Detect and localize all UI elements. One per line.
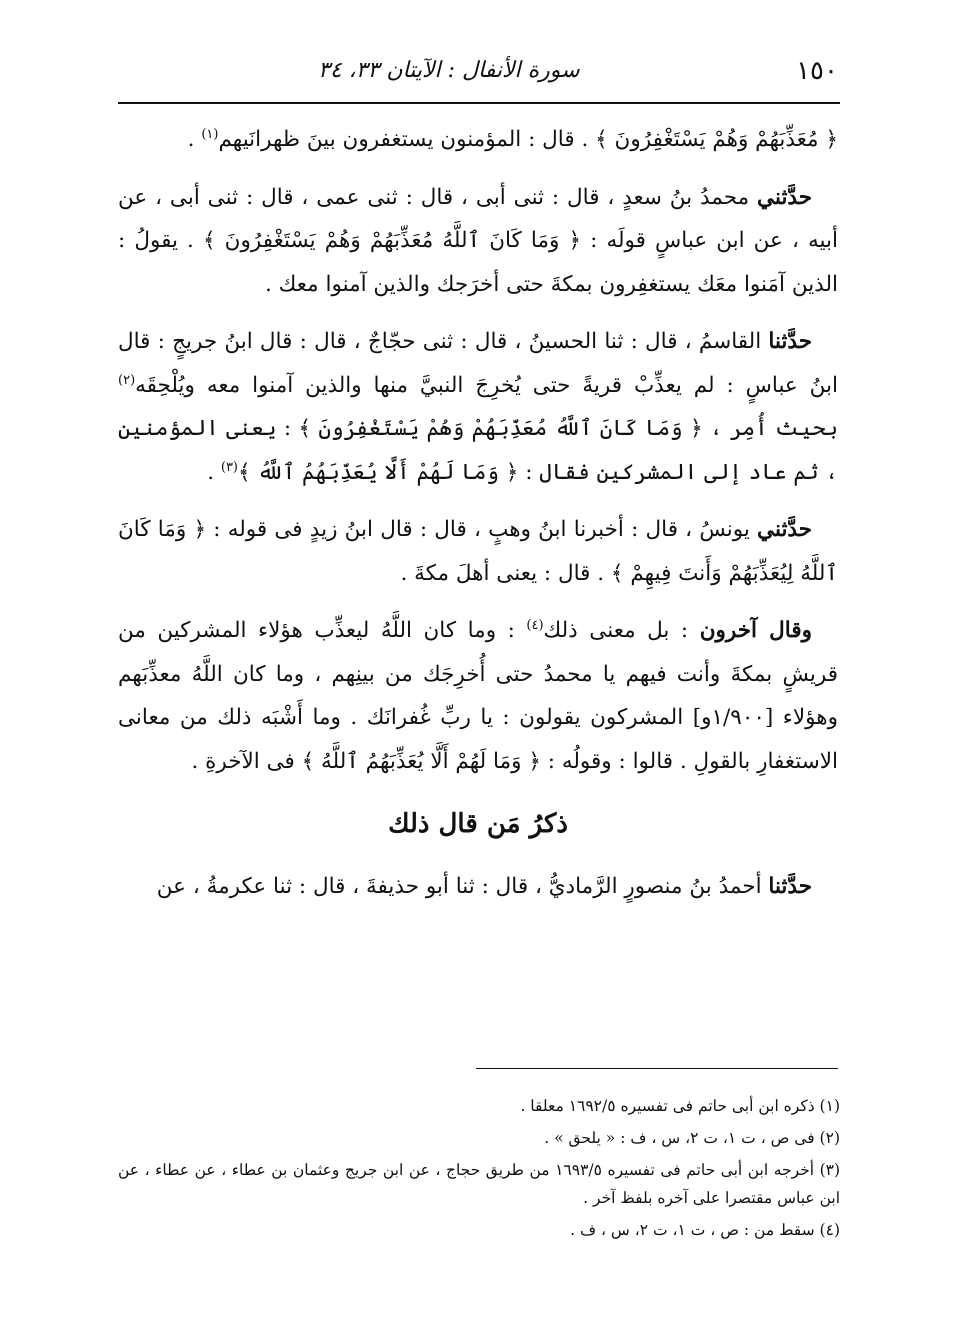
footnotes [118, 1092, 840, 1248]
footnote-2: (٢) فى ص ، ت ١، ت ٢، س ، ف : « يلحق » . [544, 1129, 840, 1147]
running-header [118, 52, 838, 94]
footnote-4: (٤) سقط من : ص ، ت ١، ت ٢، س ، ف . [570, 1221, 840, 1239]
footnote-ref-3: (٣) [220, 459, 238, 475]
paragraph-text: القاسمُ ، قال : ثنا الحسينُ ، قال : ثنى حجّاجٌ ، قال : قال ابنُ جريجٍ : قال ابنُ عباسٍ : لم يعذِّبْ قريةً حتى يُخرِجَ النبيَّ منها والذين آمنوا معه ويُلْحِقَه [118, 329, 838, 398]
footnote-1: (١) ذكره ابن أبى حاتم فى تفسيره ١٦٩٢/٥ معلقا . [520, 1097, 840, 1115]
paragraph-text: . [207, 459, 221, 485]
footnote-ref-1: (١) [201, 126, 219, 142]
isnad-lead: حدَّثنا [768, 873, 812, 899]
footnote-rule [476, 1068, 838, 1069]
paragraph-text: بحيث أُمِر ، ﴿ وَمَا كَانَ ٱللَّهُ مُعَذِّبَهُمْ وَهُمْ يَسْتَغْفِرُونَ ﴾ : يعنى المؤمنين ، ثم عاد إلى المشركين فقال : ﴿ وَمَا لَهُمْ أَلَّا يُعَذِّبَهُمُ ٱللَّهُ ﴾ [118, 416, 838, 485]
paragraph-text: : وما كان اللَّهُ ليعذِّب هؤلاء المشركين من قريشٍ بمكةَ وأنت فيهم يا محمدُ حتى أُخرِجَك من بينِهم ، وما كان اللَّهُ معذِّبَهم وهؤلاء [١/٩٠٠و] المشركون يقولون : يا ربِّ غُفرانَك . وما أَشْبَه ذلك من معانى الاستغفارِ بالقولِ . قالوا : وقولُه : ﴿ وَمَا لَهُمْ أَلَّا يُعَذِّبَهُمُ ٱللَّهُ ﴾ فى الآخرةِ . [118, 618, 839, 774]
main-text [118, 118, 838, 922]
header-rule [118, 102, 840, 104]
paragraph-text: محمدُ بنُ سعدٍ ، قال : ثنى أبى ، قال : ثنى عمى ، قال : ثنى أبى ، عن أبيه ، عن ابن عباسٍ قولَه : ﴿ وَمَا كَانَ ٱللَّهُ مُعَذِّبَهُمْ وَهُمْ يَسْتَغْفِرُونَ ﴾ . يقولُ : الذين آمَنوا معَك يستغفِرون بمكةَ حتى أخرَجك والذين آمنوا معك . [118, 184, 838, 297]
paragraph-text: أحمدُ بنُ منصورٍ الرَّماديُّ ، قال : ثنا أبو حذيفةَ ، قال : ثنا عكرمةُ ، عن [156, 873, 769, 899]
paragraph-6 [118, 865, 838, 909]
isnad-lead: حدَّثني [757, 184, 812, 210]
page-number: ١٥٠ [796, 56, 838, 86]
section-heading: ذكرُ مَن قال ذلك [388, 809, 568, 839]
paragraph-1 [118, 118, 838, 162]
footnote-ref-4: (٤) [526, 617, 544, 633]
paragraph-3 [118, 320, 838, 494]
paragraph-text: . [187, 127, 202, 152]
paragraph-5 [118, 609, 838, 783]
paragraph-text: يونسُ ، قال : أخبرنا ابنُ وهبٍ ، قال : قال ابنُ زيدٍ فى قوله : ﴿ وَمَا كَانَ ٱللَّهُ لِيُعَذِّبَهُمْ وَأَنتَ فِيهِمْ ﴾ . قال : يعنى أهلَ مكةَ . [118, 517, 838, 586]
isnad-lead: وقال آخرون [699, 618, 812, 643]
paragraph-text: : بل معنى ذلك [543, 618, 700, 643]
running-title: سورة الأنفال : الآيتان ٣٣، ٣٤ [318, 58, 580, 83]
footnote-3: (٣) أخرجه ابن أبى حاتم فى تفسيره ١٦٩٣/٥ من طريق حجاج ، عن ابن جريج وعثمان بن عطاء ، عن عطاء ، عن ابن عباس مقتصرا على آخره بلفظ آخر . [118, 1161, 841, 1207]
paragraph-4 [118, 508, 838, 595]
paragraph-2 [118, 176, 838, 307]
paragraph-text: ﴿ مُعَذِّبَهُمْ وَهُمْ يَسْتَغْفِرُونَ ﴾ . قال : المؤمنون يستغفرون بينَ ظهرانَيهم [218, 127, 838, 152]
isnad-lead: حدَّثني [757, 517, 812, 542]
footnote-ref-2: (٢) [118, 372, 136, 388]
isnad-lead: حدَّثنا [768, 329, 812, 354]
